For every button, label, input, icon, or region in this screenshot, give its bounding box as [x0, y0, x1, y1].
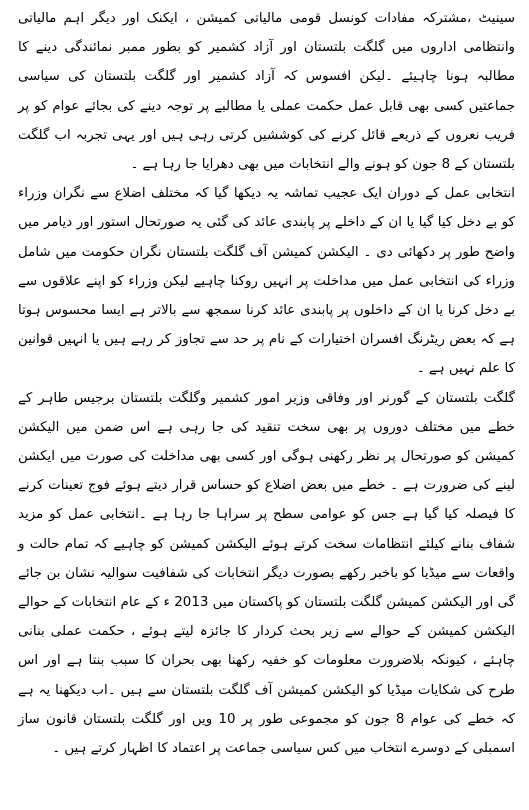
article-paragraph: سینیٹ ،مشترکہ مفادات کونسل قومی مالیاتی کمیشن ، ایکنک اور دیگر اہم مالیاتی وانتظامی اداروں میں گلگت بلتستان اور آزاد کشمیر کو بطور ممبر نمائندگی دینے کا مطالبہ ہونا چاہیئے ۔لیکن افسوس کہ آزاد کشمیر اور گلگت بلتستان کی سیاسی جماعتیں کسی بھی قابل عمل حکمت عملی یا مطالبے پر توجہ دینے کی بجائے عوام کو پر فریب نعروں کے ذریعے قائل کرنے کی کوششیں کرتی رہی ہیں اور یہی تجربہ اب گلگت بلتستان کے 8 جون کو ہونے والے انتخابات میں بھی دھرایا جا رہا ہے ۔ — [18, 11, 515, 173]
article-paragraph: گلگت بلتستان کے گورنر اور وفاقی وزیر امور کشمیر وگلگت بلتستان برجیس طاہر کے خطے میں مختلف دوروں پر بھی سخت تنقید کی جا رہی ہے اس ضمن میں الیکشن کمیشن کو صورتحال پر نظر رکھنی ہوگی اور کسی بھی مداخلت کی صورت میں ایکشن لینے کی ضرورت ہے ۔ خطے میں بعض اضلاع کو حساس قرار دیتے ہوئے فوج تعینات کرنے کا فیصلہ کیا گیا ہے جس کو عوامی سطح پر سراہا جا رہا ہے ۔انتخابی عمل کو مزید شفاف بنانے کیلئے انتظامات سخت کرتے ہوئے الیکشن کمیشن کو چاہیے کہ تمام حالت و واقعات سے میڈیا کو باخبر رکھے بصورت دیگر انتخابات کی شفافیت سوالیہ نشان بن جائے گی اور الیکشن کمیشن گلگت بلتستان کو پاکستان میں 2013 ء کے عام انتخابات کے حوالے الیکشن کمیشن کے حوالے سے زیر بحث کردار کا جائزہ لیتے ہوئے ، حکمت عملی بنانی چاہئے ، کیونکہ بلاضرورت معلومات کو خفیہ رکھنا بھی بحران کا سبب بنتا ہے اور اس طرح کی شکایات میڈیا کو الیکشن کمیشن آف گلگت بلتستان سے ہیں ۔اب دیکھنا یہ ہے کہ خطے کی عوام 8 جون کو مجموعی طور پر 10 ویں اور گلگت بلتستان قانون ساز اسمبلی کے دوسرے انتخاب میں کس سیاسی جماعت پر اعتماد کا اظہار کرتے ہیں ۔ — [18, 390, 516, 757]
article-paragraph: انتخابی عمل کے دوران ایک عجیب تماشہ یہ دیکھا گیا کہ مختلف اضلاع سے نگران وزراء کو بے دخل کیا گیا یا ان کے داخلے پر پابندی عائد کی گئی یہ صورتحال استور اور دیامر میں واضح طور پر دکھائی دی ۔ الیکشن کمیشن آف گلگت بلتستان نگران حکومت میں شامل وزراء کی انتخابی عمل میں مداخلت پر انہیں روکنا چاہیے لیکن وزراء کو اپنے علاقوں سے بے دخل کرنا یا ان کے داخلوں پر پابندی عائد کرنا سمجھ سے بالاتر ہے ایسا محسوس ہوتا ہے کہ بعض ریٹرنگ افسران اختیارات کے نام پر حد سے تجاوز کر رہے ہیں یا انہیں قوانین کا علم نہیں ہے ۔ — [18, 186, 515, 377]
